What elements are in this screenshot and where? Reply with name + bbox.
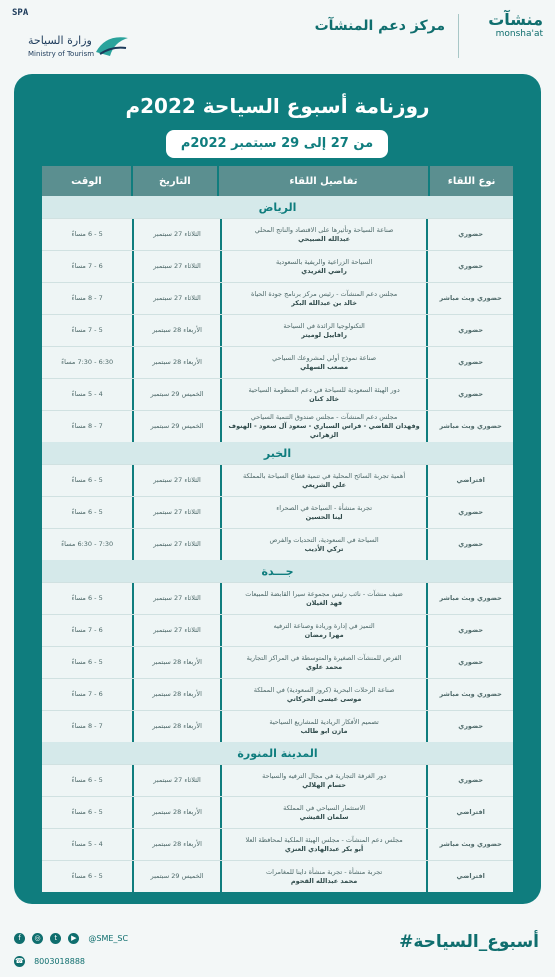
phone-icon[interactable]: ☎ — [15, 957, 24, 965]
meeting-speaker: تركي الأديب — [304, 544, 344, 553]
schedule-table — [42, 166, 513, 892]
meeting-time: 4 - 5 مساءً — [71, 840, 103, 848]
meeting-time: 5 - 6 مساءً — [71, 230, 103, 238]
table-row — [42, 282, 513, 314]
meeting-time: 5 - 6 مساءً — [71, 658, 103, 666]
meeting-date: الثلاثاء 27 سبتمبر — [132, 219, 220, 250]
meeting-speaker: وفهدان القاضي - فراس السباري - سعود آل سعود - الهنوف الزهراني — [228, 422, 420, 439]
ministry-name-ar: وزارة السياحة — [28, 34, 92, 47]
brand-name-en: monsha'at — [495, 29, 543, 39]
meeting-speaker: فهد الغيلان — [306, 598, 343, 607]
meeting-topic: صناعة الرحلات البحرية (كروز السعودية) في المملكة — [253, 685, 395, 694]
meeting-type: حضوري — [426, 219, 513, 250]
section-title: المدينة المنورة — [42, 742, 513, 764]
section-title: الرياض — [42, 196, 513, 218]
facebook-icon[interactable]: f — [14, 933, 25, 944]
table-row — [42, 410, 513, 442]
meeting-date: الثلاثاء 27 سبتمبر — [132, 529, 220, 560]
meeting-time: 5 - 7 مساءً — [71, 326, 103, 334]
meeting-details — [220, 529, 427, 560]
table-row — [42, 464, 513, 496]
meeting-type: حضوري — [426, 251, 513, 282]
meeting-type: حضوري وبث مباشر — [426, 411, 513, 442]
meeting-details — [220, 583, 427, 614]
spa-mark: SPA — [12, 8, 29, 18]
hashtag: #أسبوع_السياحة — [399, 932, 539, 952]
meeting-time: 5 - 6 مساءً — [71, 508, 103, 516]
meeting-type: حضوري — [426, 497, 513, 528]
header-date: التاريخ — [131, 166, 217, 196]
instagram-icon[interactable]: ◎ — [32, 933, 43, 944]
table-row — [42, 860, 513, 892]
meeting-topic: صناعة السياحة وتأثيرها على الاقتصاد والناتج المحلي — [254, 225, 394, 234]
meeting-topic: مجلس دعم المنشآت - مجلس الهيئة الملكية لمحافظة العلا — [245, 835, 403, 844]
meeting-date: الخميس 29 سبتمبر — [132, 411, 220, 442]
table-row — [42, 796, 513, 828]
meeting-date: الخميس 29 سبتمبر — [132, 861, 220, 892]
meeting-speaker: علي الشريعي — [302, 480, 347, 489]
date-range-pill: من 27 إلى 29 سبتمبر 2022م — [166, 130, 388, 158]
meeting-speaker: خالد بن عبدالله البكر — [291, 298, 357, 307]
meeting-date: الأربعاء 28 سبتمبر — [132, 797, 220, 828]
meeting-time: 5 - 6 مساءً — [71, 594, 103, 602]
ministry-name-en: Ministry of Tourism — [28, 50, 95, 58]
meeting-type: حضوري وبث مباشر — [426, 583, 513, 614]
top-header — [0, 0, 555, 70]
meeting-date: الأربعاء 28 سبتمبر — [132, 347, 220, 378]
meeting-time: 5 - 6 مساءً — [71, 808, 103, 816]
meeting-details — [220, 711, 427, 742]
meeting-topic: مجلس دعم المنشآت - رئيس مركز برنامج جودة الحياة — [250, 289, 398, 298]
meeting-type: حضوري — [426, 647, 513, 678]
meeting-details — [220, 379, 427, 410]
table-row — [42, 582, 513, 614]
meeting-time: 6 - 7 مساءً — [71, 262, 103, 270]
meeting-details — [220, 315, 427, 346]
meeting-topic: دور الغرفة التجارية في مجال الترفيه والسياحة — [262, 771, 387, 780]
meeting-details — [220, 411, 427, 442]
header-divider — [458, 14, 459, 58]
meeting-time: 6 - 7 مساءً — [71, 690, 103, 698]
meeting-details — [220, 861, 427, 892]
meeting-speaker: خالد كنان — [309, 394, 340, 403]
meeting-details — [220, 647, 427, 678]
meeting-time: 6 - 7 مساءً — [71, 626, 103, 634]
twitter-icon[interactable]: t — [50, 933, 61, 944]
meeting-topic: ضيف منشآت - نائب رئيس مجموعة سيرا القابضة للمبيعات — [245, 589, 403, 598]
meeting-speaker: راضي الغريدي — [301, 266, 347, 275]
meeting-date: الثلاثاء 27 سبتمبر — [132, 497, 220, 528]
table-row — [42, 528, 513, 560]
meeting-date: الأربعاء 28 سبتمبر — [132, 315, 220, 346]
youtube-icon[interactable]: ▶ — [68, 933, 79, 944]
table-row — [42, 646, 513, 678]
meeting-date: الأربعاء 28 سبتمبر — [132, 679, 220, 710]
meeting-speaker: مازن ابو طالب — [300, 726, 348, 735]
table-row — [42, 218, 513, 250]
meeting-time: 7 - 8 مساءً — [71, 294, 103, 302]
meeting-speaker: مصعب السهلي — [300, 362, 349, 371]
meeting-type: حضوري وبث مباشر — [426, 283, 513, 314]
phone-number[interactable]: 8003018888 — [34, 957, 85, 966]
table-row — [42, 496, 513, 528]
meeting-topic: مجلس دعم المنشآت - مجلس صندوق التنمية السياحي — [250, 413, 398, 421]
meeting-type: حضوري وبث مباشر — [426, 679, 513, 710]
meeting-details — [220, 347, 427, 378]
meeting-date: الثلاثاء 27 سبتمبر — [132, 283, 220, 314]
meeting-type: حضوري — [426, 711, 513, 742]
meeting-details — [220, 615, 427, 646]
meeting-date: الثلاثاء 27 سبتمبر — [132, 615, 220, 646]
meeting-speaker: سلمان القيشي — [299, 812, 349, 821]
meeting-speaker: مهرا رمضان — [304, 630, 344, 639]
monshaat-logo — [463, 10, 543, 64]
meeting-time: 5 - 6 مساءً — [71, 872, 103, 880]
meeting-details — [220, 797, 427, 828]
meeting-type: افتراضي — [426, 465, 513, 496]
meeting-topic: تجربة منشأة - السياحة في الصحراء — [276, 503, 372, 512]
meeting-date: الأربعاء 28 سبتمبر — [132, 711, 220, 742]
meeting-details — [220, 283, 427, 314]
meeting-topic: الفرص للمنشآت الصغيرة والمتوسطة في المراكز التجارية — [246, 653, 402, 662]
meeting-date: الثلاثاء 27 سبتمبر — [132, 583, 220, 614]
meeting-details — [220, 219, 427, 250]
meeting-speaker: أبو بكر عبدالهادي العنزي — [284, 844, 364, 853]
table-row — [42, 678, 513, 710]
page-title: روزنامة أسبوع السياحة 2022م — [125, 94, 430, 118]
center-name: مركز دعم المنشآت — [314, 18, 445, 34]
meeting-topic: التميز في إدارة وريادة وصناعة الترفيه — [273, 621, 375, 630]
meeting-time: 6:30 - 7:30 مساءً — [61, 358, 114, 366]
table-row — [42, 614, 513, 646]
table-row — [42, 710, 513, 742]
table-row — [42, 346, 513, 378]
meeting-type: حضوري — [426, 615, 513, 646]
meeting-details — [220, 679, 427, 710]
table-row — [42, 314, 513, 346]
meeting-speaker: رافاييل لوميتر — [301, 330, 347, 339]
header-time: الوقت — [71, 175, 102, 187]
meeting-speaker: محمد عبدالله القحوم — [290, 876, 358, 885]
meeting-type: حضوري وبث مباشر — [426, 829, 513, 860]
meeting-date: الخميس 29 سبتمبر — [132, 379, 220, 410]
table-row — [42, 378, 513, 410]
section-title: جـــدة — [42, 560, 513, 582]
meeting-type: حضوري — [426, 529, 513, 560]
meeting-topic: التكنولوجيا الرائدة في السياحة — [283, 321, 365, 330]
meeting-topic: أهمية تجربة السائح المحلية في تنمية قطاع السياحة بالمملكة — [243, 471, 406, 480]
meeting-date: الأربعاء 28 سبتمبر — [132, 829, 220, 860]
meeting-details — [220, 465, 427, 496]
table-row — [42, 250, 513, 282]
meeting-details — [220, 251, 427, 282]
social-handle[interactable]: @SME_SC — [88, 934, 129, 943]
meeting-details — [220, 829, 427, 860]
meeting-time: 7:30 - 6:30 مساءً — [61, 540, 114, 548]
meeting-type: حضوري — [426, 347, 513, 378]
header-type: نوع اللقاء — [428, 166, 513, 196]
meeting-speaker: موسى عيسى الحركاتي — [286, 694, 362, 703]
table-row — [42, 828, 513, 860]
meeting-speaker: لينا الحسين — [305, 512, 343, 521]
meeting-time: 4 - 5 مساءً — [71, 390, 103, 398]
meeting-topic: دور الهيئة السعودية للسياحة في دعم المنظومة السياحية — [248, 385, 400, 394]
meeting-details — [220, 497, 427, 528]
meeting-type: حضوري — [426, 765, 513, 796]
meeting-topic: السياحة الزراعية والريفية بالسعودية — [276, 257, 373, 266]
table-row — [42, 764, 513, 796]
meeting-time: 7 - 8 مساءً — [71, 722, 103, 730]
meeting-date: الثلاثاء 27 سبتمبر — [132, 465, 220, 496]
table-header — [42, 166, 513, 196]
meeting-date: الثلاثاء 27 سبتمبر — [132, 765, 220, 796]
meeting-time: 5 - 6 مساءً — [71, 476, 103, 484]
meeting-speaker: حسام الهلالي — [302, 780, 346, 789]
footer — [0, 928, 555, 966]
section-title: الخبر — [42, 442, 513, 464]
meeting-type: حضوري — [426, 315, 513, 346]
social-links — [14, 928, 128, 970]
ministry-emblem-icon — [92, 32, 132, 60]
meeting-date: الأربعاء 28 سبتمبر — [132, 647, 220, 678]
brand-name-ar: منشآت — [488, 10, 543, 29]
ministry-of-tourism-logo — [12, 8, 132, 64]
meeting-time: 5 - 6 مساءً — [71, 776, 103, 784]
header-details: تفاصيل اللقاء — [217, 166, 428, 196]
meeting-topic: السياحة في السعودية، التحديات والفرص — [269, 535, 379, 544]
meeting-type: افتراضي — [426, 861, 513, 892]
meeting-type: افتراضي — [426, 797, 513, 828]
meeting-date: الثلاثاء 27 سبتمبر — [132, 251, 220, 282]
meeting-topic: الاستثمار السياحي في المملكة — [283, 803, 366, 812]
meeting-type: حضوري — [426, 379, 513, 410]
meeting-time: 7 - 8 مساءً — [71, 422, 103, 430]
meeting-speaker: عبدالله الصبيحي — [298, 234, 351, 243]
meeting-topic: تجربة منشأة - تجربة منشأة داينا للمغامرات — [265, 867, 383, 876]
meeting-topic: تصميم الأفكار الريادية للمشاريع السياحية — [269, 717, 379, 726]
meeting-details — [220, 765, 427, 796]
meeting-speaker: محمد علوي — [305, 662, 343, 671]
schedule-panel — [14, 74, 541, 904]
meeting-topic: صناعة نموذج أولي لمشروعك السياحي — [272, 353, 377, 362]
